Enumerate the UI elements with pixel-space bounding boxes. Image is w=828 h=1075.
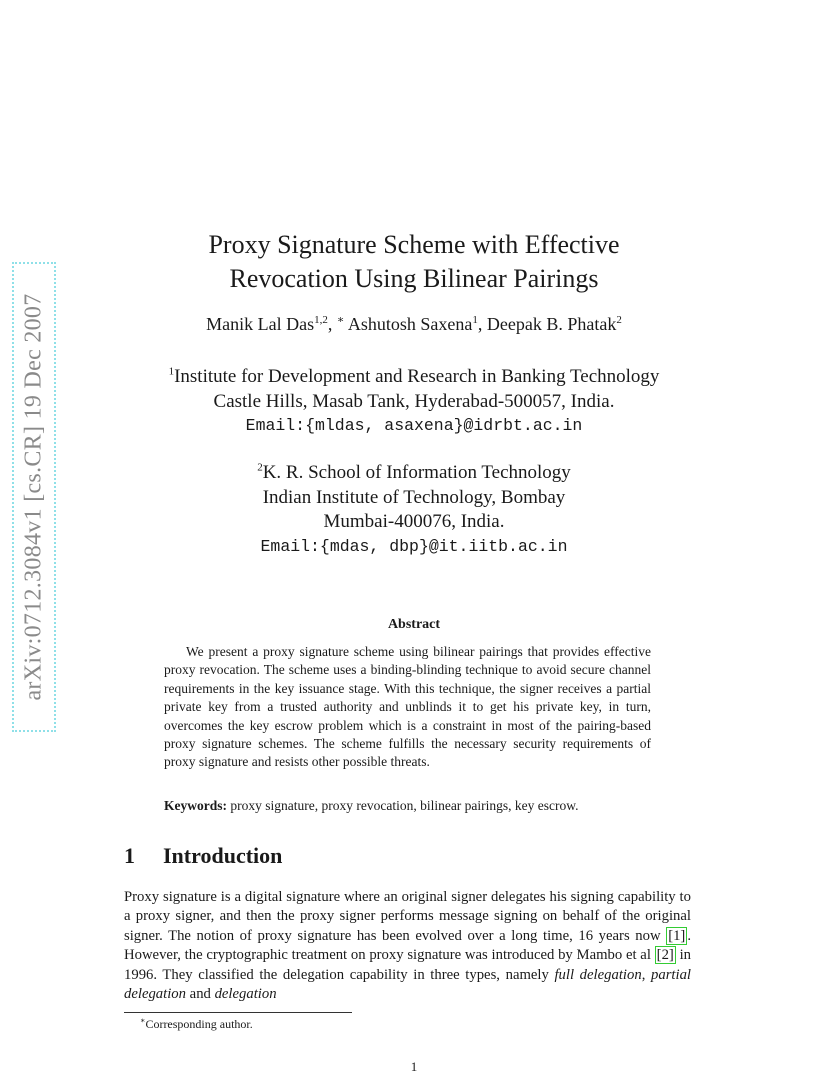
abstract-heading: Abstract (387, 617, 441, 632)
author-list (0, 314, 828, 335)
author-separator: , (327, 314, 337, 334)
affil-email[interactable]: Email:{mldas, asaxena}@idrbt.ac.in (245, 416, 583, 435)
affil-address: Castle Hills, Masab Tank, Hyderabad-500057, India. (213, 390, 615, 412)
author-name: Deepak B. Phatak (486, 314, 617, 334)
section-number: 1 (124, 843, 135, 868)
author-name: Ashutosh Saxena (347, 314, 473, 334)
affil-institution-2: Indian Institute of Technology, Bombay (262, 486, 566, 508)
citation-link[interactable]: [2] (656, 947, 674, 964)
term-emphasis: delegation (214, 986, 277, 1003)
citation-link[interactable]: [1] (668, 927, 686, 944)
keywords-label: Keywords: (164, 798, 227, 813)
section-heading (124, 843, 282, 869)
affiliation-1 (0, 365, 828, 439)
author-name: Manik Lal Das (206, 314, 315, 334)
title-line-2: Revocation Using Bilinear Pairings (229, 264, 599, 293)
affil-mark: 1 (168, 365, 175, 378)
footnote (140, 1017, 253, 1032)
author-separator: , (477, 314, 487, 334)
keywords (164, 798, 664, 814)
title-line-1: Proxy Signature Scheme with Effective (208, 230, 620, 259)
footnote-mark: ∗ (336, 314, 345, 326)
footnote-mark: ∗ (140, 1016, 146, 1025)
arxiv-stamp-text: arXiv:0712.3084v1 [cs.CR] 19 Dec 2007 (20, 293, 47, 701)
affil-institution: Institute for Development and Research in Banking Technology (174, 366, 660, 387)
affil-institution: K. R. School of Information Technology (262, 462, 571, 483)
affil-mark: 2 (257, 461, 263, 474)
section-title: Introduction (163, 843, 283, 868)
paper-title (0, 228, 828, 296)
affiliation-2 (0, 461, 828, 559)
affil-address: Mumbai-400076, India. (323, 511, 505, 532)
term-emphasis: partial delegation (124, 966, 691, 1003)
page-number: 1 (410, 1059, 418, 1074)
author-affil-mark: 1,2 (314, 314, 328, 326)
footnote-rule (124, 1012, 352, 1013)
author-affil-mark: 1 (472, 314, 478, 326)
term-emphasis: full delegation (554, 966, 642, 983)
abstract-body: We present a proxy signature scheme using bilinear pairings that provides effective proxy revocation. The scheme uses a binding-blinding technique to avoid secure channel requirements in the key issuance stage. With this technique, the signer receives a partial private key from a trusted authority and unblinds it to get his private key, in turn, overcomes the key escrow problem which is a constraint in most of the pairing-based proxy signature schemes. The scheme fulfills the necessary security requirements of proxy signature and resists other possible threats. (164, 644, 651, 770)
footnote-text: Corresponding author. (145, 1017, 253, 1031)
author-affil-mark: 2 (616, 314, 622, 326)
affil-email[interactable]: Email:{mdas, dbp}@it.iitb.ac.in (260, 536, 568, 556)
intro-paragraph: Proxy signature is a digital signature where an original signer delegates his signing capability to a proxy signer, and then the proxy signer performs message signing on behalf of the original signer. The notion of proxy signature has been evolved over a long time, 16 years now [1] . However, the cryptographic treatment on proxy signature was introduced by Mambo et al [2] in 1996. They classified the delegation capability in three types, namely full delegation, partial delegation and delegation (124, 889, 691, 1003)
keywords-text: proxy signature, proxy revocation, bilinear pairings, key escrow. (230, 798, 579, 813)
